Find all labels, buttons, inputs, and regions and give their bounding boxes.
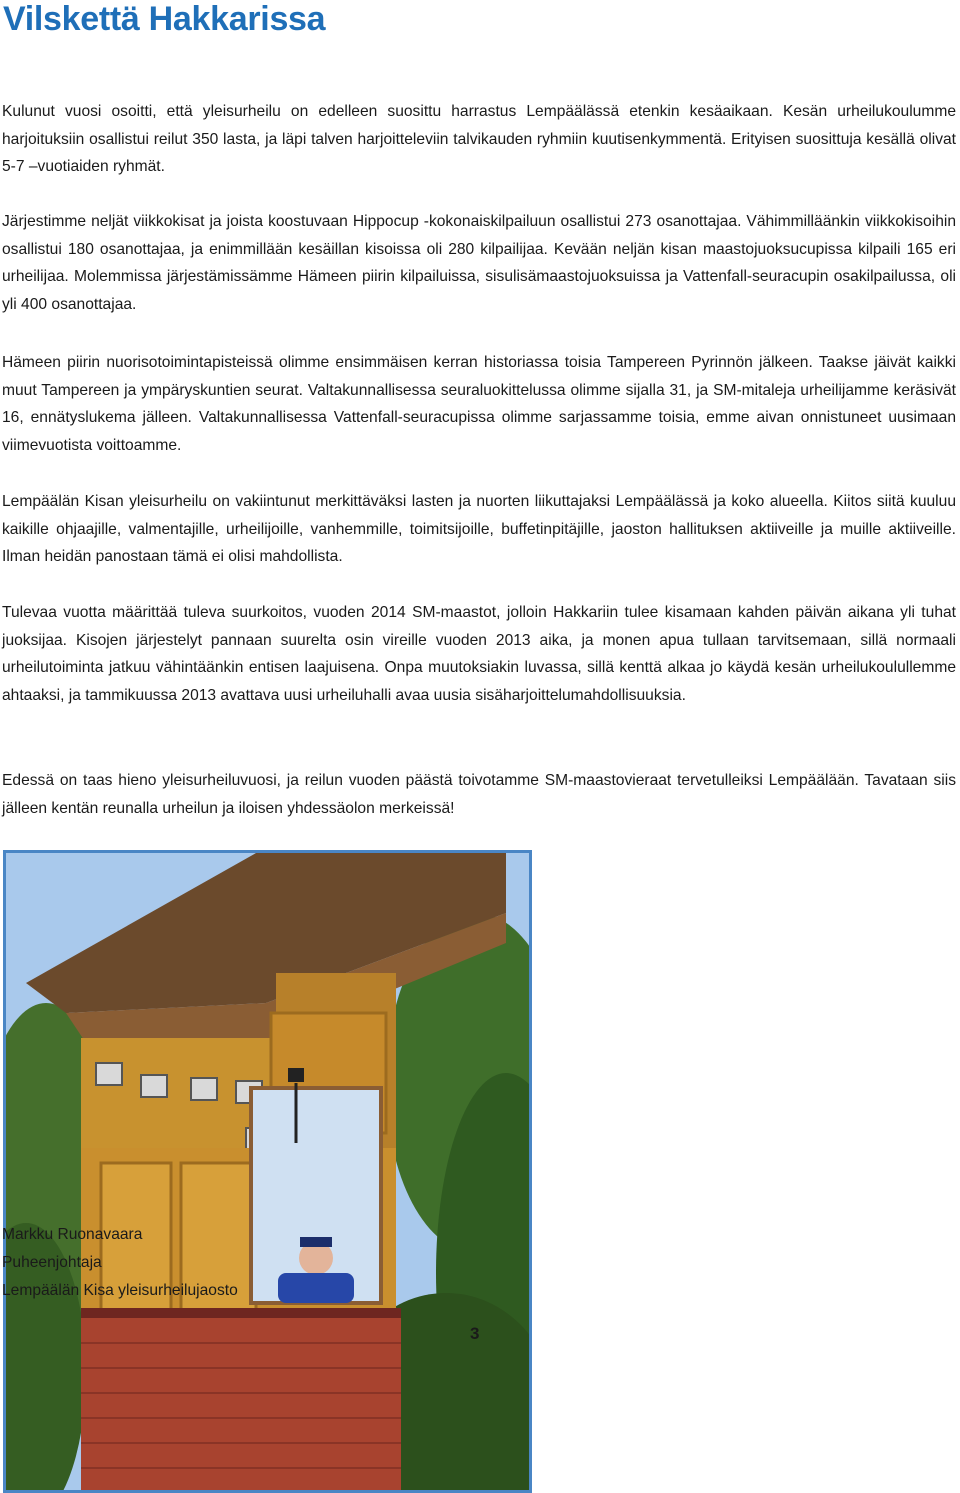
signature-organization: Lempäälän Kisa yleisurheilujaosto	[2, 1282, 238, 1299]
signature-role: Puheenjohtaja	[2, 1254, 102, 1271]
paragraph-1: Kulunut vuosi osoitti, että yleisurheilu on edelleen suosittu harrastus Lempäälässä etenkin kesäaikaan. Kesän urheilukoulumme harjoituksiin osallistui reilut 350 lasta, ja läpi talven harjoitteleviin talvikauden ryhmiin kuutisenkymmentä. Erityisen suosittuja kesällä olivat 5-7 –vuotiaiden ryhmät.	[2, 103, 956, 176]
photo-illustration	[6, 853, 529, 1490]
page-title: Vilskettä Hakkarissa	[3, 0, 326, 38]
paragraph-6: Edessä on taas hieno yleisurheiluvuosi, ja reilun vuoden päästä toivotamme SM-maastovieraat tervetulleiksi Lempäälään. Tavataan siis jälleen kentän reunalla urheilun ja iloisen yhdessäolon merkeissä!	[2, 772, 956, 817]
signature-name: Markku Ruonavaara	[2, 1226, 143, 1243]
paragraph-2: Järjestimme neljät viikkokisat ja joista koostuvaan Hippocup -kokonaiskilpailuun osallistui 273 osanottajaa. Vähimmilläänkin viikkokisoihin osallistui 180 osanottajaa, ja enimmillään kesäillan kisoissa oli 280 kilpailijaa. Kevään neljän kisan maastojuoksucupissa kilpaili 165 eri urheilijaa. Molemmissa järjestämissämme Hämeen piirin kilpailuissa, sisulisämaastojuoksuissa ja Vattenfall-seuracupin osakilpailussa, oli yli 400 osanottajaa.	[2, 213, 956, 313]
page-number: 3	[470, 1324, 480, 1343]
photo-judges-tower	[3, 850, 532, 1493]
paragraph-5: Tulevaa vuotta määrittää tuleva suurkoitos, vuoden 2014 SM-maastot, jolloin Hakkariin tulee kisamaan kahden päivän aikana yli tuhat juoksijaa. Kisojen järjestelyt pannaan suurelta osin vireille vuoden 2013 aika, ja monen apua tullaan tarvitsemaan, sillä normaali urheilutoiminta jatkuu vähintäänkin entisen laajuisena. Onpa muutoksiakin luvassa, sillä kenttä alkaa jo käydä kesän urheilukoulullemme ahtaaksi, ja tammikuussa 2013 avattava uusi urheiluhalli avaa uusia sisäharjoittelumahdollisuuksia.	[2, 604, 956, 704]
paragraph-4: Lempäälän Kisan yleisurheilu on vakiintunut merkittäväksi lasten ja nuorten liikuttajaksi Lempäälässä ja koko alueella. Kiitos siitä kuuluu kaikille ohjaajille, valmentajille, urheilijoille, vanhemmille, toimitsijoille, buffetinpitäjille, jaoston hallituksen aktiiveille ja muille aktiiveille. Ilman heidän panostaan tämä ei olisi mahdollista.	[2, 493, 956, 566]
paragraph-3: Hämeen piirin nuorisotoimintapisteissä olimme ensimmäisen kerran historiassa toisia Tampereen Pyrinnön jälkeen. Taakse jäivät kaikki muut Tampereen ja ympäryskuntien seurat. Valtakunnallisessa seuraluokittelussa olimme sijalla 31, ja SM-mitaleja urheilijamme keräsivät 16, ennätyslukema jälleen. Valtakunnallisessa Vattenfall-seuracupissa olimme sarjassamme toisia, emme aivan onnistuneet uusimaan viimevuotista voittoamme.	[2, 354, 956, 454]
